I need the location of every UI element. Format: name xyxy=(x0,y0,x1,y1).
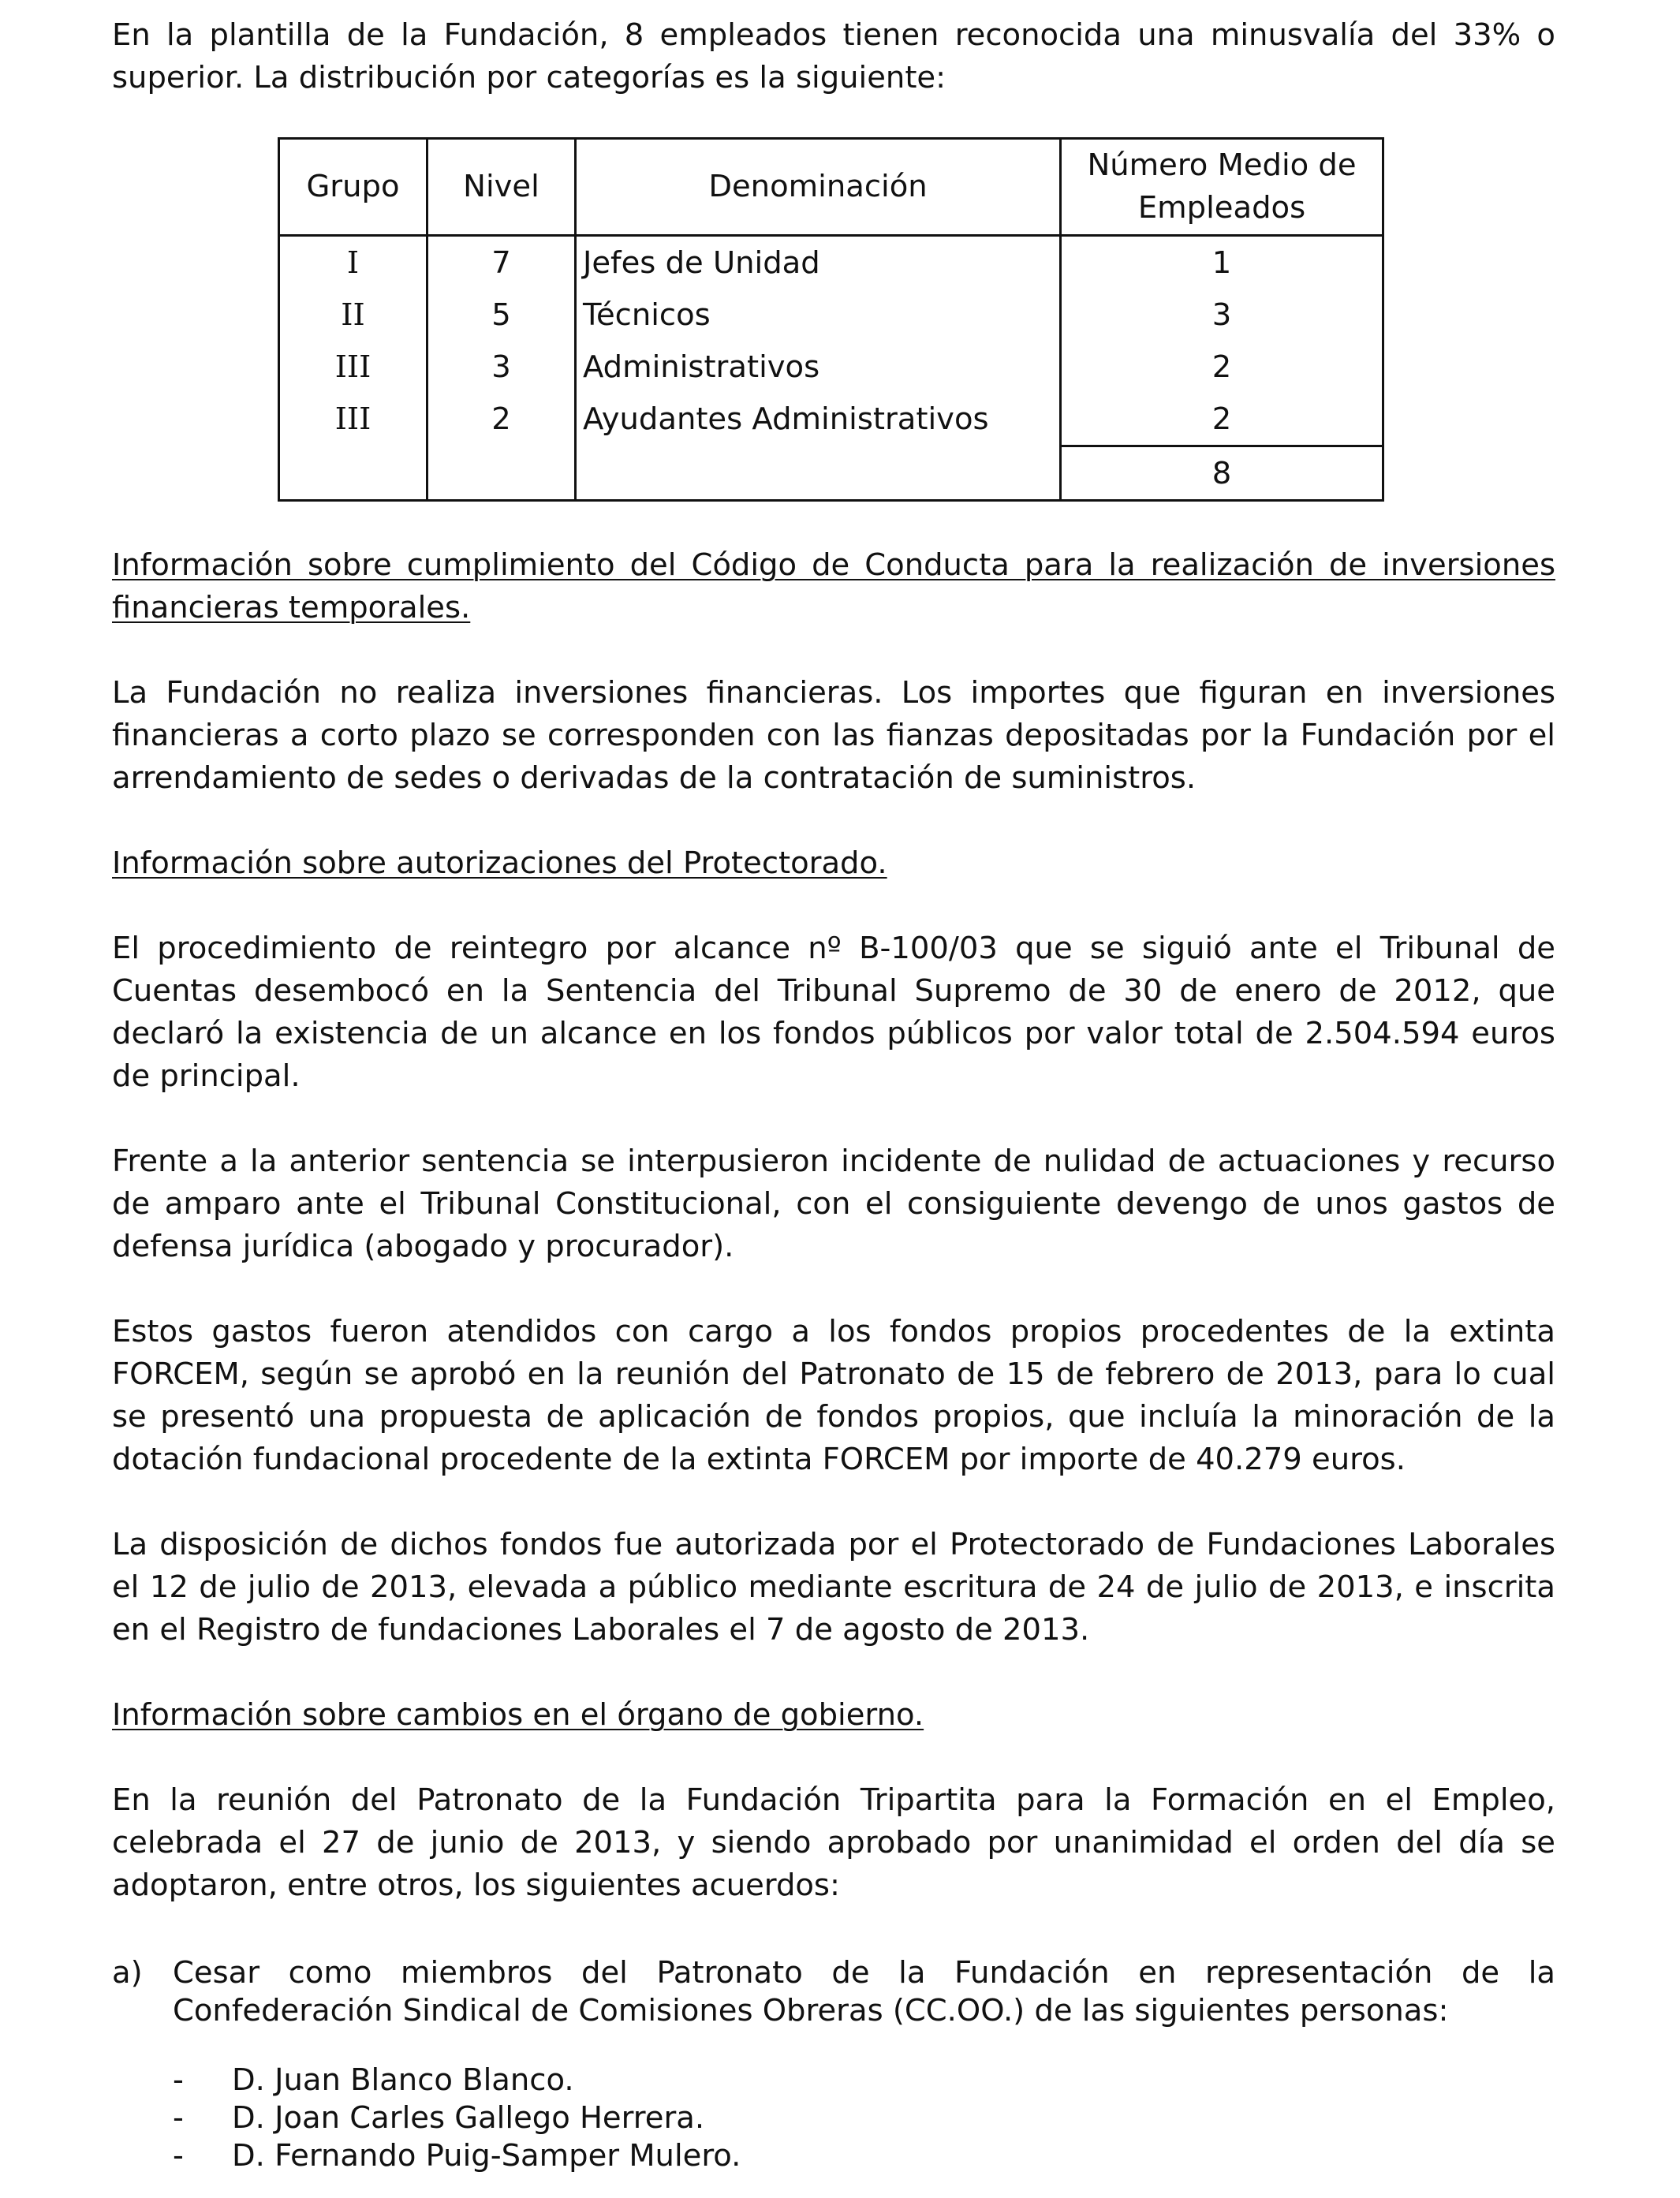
paragraph-procedimiento: El procedimiento de reintegro por alcance nº B-100/03 que se siguió ante el Tribunal de Cuentas desembocó en la Sentencia del Tribunal Supremo de 30 de enero de 2012, que declaró la existencia de un alcance en los fondos públicos por valor total de 2.504.594 euros de principal. xyxy=(112,931,1555,1094)
section-heading-organo-gobierno: Información sobre cambios en el órgano de gobierno. xyxy=(112,1697,924,1733)
cell-empty xyxy=(576,446,1061,501)
table-row xyxy=(279,393,1383,446)
cell-grupo: III xyxy=(279,393,427,446)
header-numero-medio: Número Medio de Empleados xyxy=(1061,139,1383,236)
section-heading-codigo-conducta: Información sobre cumplimiento del Código de Conducta para la realización de inversiones financieras temporales. xyxy=(112,547,1555,625)
list-dash: - xyxy=(173,2100,184,2136)
table-total-row xyxy=(279,446,1383,501)
list-item xyxy=(173,2099,1555,2137)
person-name: D. Fernando Puig-Samper Mulero. xyxy=(232,2138,741,2174)
cell-empty xyxy=(427,446,576,501)
paragraph-inversiones: La Fundación no realiza inversiones financieras. Los importes que figuran en inversiones financieras a corto plazo se corresponden con las fianzas depositadas por la Fundación por el arrendamiento de sedes o derivadas de la contratación de suministros. xyxy=(112,675,1555,796)
names-list xyxy=(173,2062,1555,2175)
cell-grupo: II xyxy=(279,289,427,341)
cell-denominacion: Jefes de Unidad xyxy=(576,236,1061,289)
agreement-a-marker: a) xyxy=(112,1955,143,1991)
agreement-a-text: Cesar como miembros del Patronato de la Fundación en representación de la Confederación Sindical de Comisiones Obreras (CC.OO.) de las siguientes personas: xyxy=(173,1955,1555,2028)
cell-numero: 2 xyxy=(1061,393,1383,446)
cell-nivel: 3 xyxy=(427,341,576,393)
header-denominacion: Denominación xyxy=(576,139,1061,236)
paragraph-reunion: En la reunión del Patronato de la Fundación Tripartita para la Formación en el Empleo, celebrada el 27 de junio de 2013, y siendo aprobado por unanimidad el orden del día se adoptaron, entre otros, los siguientes acuerdos: xyxy=(112,1782,1555,1903)
paragraph-sentencia: Frente a la anterior sentencia se interpusieron incidente de nulidad de actuaciones y recurso de amparo ante el Tribunal Constitucional, con el consiguiente devengo de unos gastos de defensa jurídica (abogado y procurador). xyxy=(112,1144,1555,1264)
person-name: D. Juan Blanco Blanco. xyxy=(232,2062,574,2098)
section-heading-protectorado: Información sobre autorizaciones del Protectorado. xyxy=(112,845,887,881)
cell-numero: 2 xyxy=(1061,341,1383,393)
cell-empty xyxy=(279,446,427,501)
cell-nivel: 2 xyxy=(427,393,576,446)
header-grupo: Grupo xyxy=(279,139,427,236)
paragraph-gastos: Estos gastos fueron atendidos con cargo a los fondos propios procedentes de la extinta FORCEM, según se aprobó en la reunión del Patronato de 15 de febrero de 2013, para lo cual se presentó una propuesta de aplicación de fondos propios, que incluía la minoración de la dotación fundacional procedente de la extinta FORCEM por importe de 40.279 euros. xyxy=(112,1314,1555,1477)
intro-paragraph: En la plantilla de la Fundación, 8 empleados tienen reconocida una minusvalía del 33% o superior. La distribución por categorías es la siguiente: xyxy=(112,17,1555,95)
list-item xyxy=(173,2137,1555,2175)
cell-grupo: III xyxy=(279,341,427,393)
table-header-row xyxy=(279,139,1383,236)
person-name: D. Joan Carles Gallego Herrera. xyxy=(232,2100,705,2136)
category-table xyxy=(278,137,1384,502)
agreement-a xyxy=(112,1954,1555,2030)
cell-numero: 3 xyxy=(1061,289,1383,341)
table-row xyxy=(279,236,1383,289)
cell-total: 8 xyxy=(1061,446,1383,501)
cell-denominacion: Ayudantes Administrativos xyxy=(576,393,1061,446)
cell-denominacion: Técnicos xyxy=(576,289,1061,341)
cell-denominacion: Administrativos xyxy=(576,341,1061,393)
list-item xyxy=(173,2062,1555,2099)
table-row xyxy=(279,289,1383,341)
cell-nivel: 7 xyxy=(427,236,576,289)
cell-numero: 1 xyxy=(1061,236,1383,289)
document-page xyxy=(112,14,1555,2175)
list-dash: - xyxy=(173,2138,184,2174)
table-row xyxy=(279,341,1383,393)
paragraph-disposicion: La disposición de dichos fondos fue autorizada por el Protectorado de Fundaciones Laborales el 12 de julio de 2013, elevada a público mediante escritura de 24 de julio de 2013, e inscrita en el Registro de fundaciones Laborales el 7 de agosto de 2013. xyxy=(112,1527,1555,1648)
list-dash: - xyxy=(173,2062,184,2098)
cell-grupo: I xyxy=(279,236,427,289)
cell-nivel: 5 xyxy=(427,289,576,341)
header-nivel: Nivel xyxy=(427,139,576,236)
